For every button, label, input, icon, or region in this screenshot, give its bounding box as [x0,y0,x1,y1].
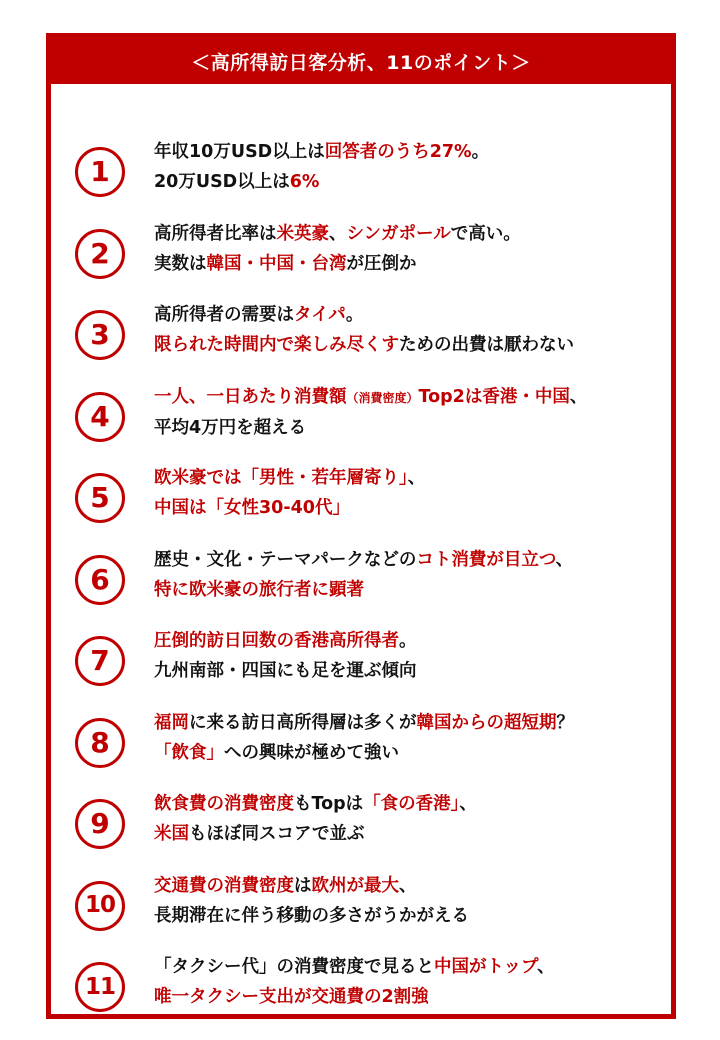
highlighted-text: 米国 [154,824,189,844]
point-text-line [154,708,674,738]
highlighted-text: 唯一タクシー支出が交通費の2割強 [154,987,429,1007]
point-item [51,223,671,301]
point-text [154,219,674,279]
point-text-line [154,819,674,849]
point-text-line [154,493,674,523]
highlighted-text: シンガポール [346,223,451,244]
point-text [154,300,674,360]
point-text [154,789,674,849]
body-text: への興味が極めて強い [224,742,399,763]
body-text: 20万USD以上は [154,172,290,192]
body-text: 年収10万USD以上は [154,142,325,162]
body-text: が圧倒か [346,253,417,274]
body-text: 。 [345,305,364,325]
body-text: もTopは [294,794,364,814]
point-item [51,712,671,790]
point-text-line [154,982,674,1012]
point-text-line [154,789,674,819]
body-text: 長期滞在に伴う移動の多さがうかがえる [154,905,469,926]
highlighted-text: 米英豪 [276,223,329,244]
point-item [51,957,671,1034]
body-text: 「タクシー代」の消費密度で見ると [154,957,434,977]
point-text-line [154,300,674,330]
point-item [51,142,671,219]
point-text-line [154,249,674,279]
point-item [51,631,671,708]
point-text [154,708,674,768]
body-text: 。 [471,142,490,162]
body-text: 、 [459,794,477,814]
point-text [154,626,674,686]
highlighted-text: 回答者のうち27% [324,142,472,162]
highlighted-text: 韓国・中国・台湾 [206,253,347,274]
highlighted-text: タイパ [294,305,346,325]
point-number-badge: 3 [75,310,125,360]
body-text: ための出費は厭わない [399,335,574,355]
point-text-line [154,952,674,982]
page-title: ＜高所得訪日客分析、11のポイント＞ [51,38,671,84]
point-text-line [154,626,674,656]
point-number-badge: 9 [75,799,125,849]
highlighted-text: 飲食費の消費密度 [154,794,294,814]
point-number-badge: 1 [75,147,125,197]
highlighted-text: 欧米豪では「男性・若年層寄り」 [154,468,408,488]
body-text: で高い。 [450,223,521,244]
point-text-line [154,463,674,493]
body-text: 歴史・文化・テーマパークなどの [154,549,417,570]
highlighted-text: コト消費が目立つ [416,549,556,570]
body-text: 、 [329,223,347,244]
point-number-badge: 7 [75,636,125,686]
body-text: 、 [555,549,574,570]
highlighted-text: 韓国からの超短期 [416,712,557,733]
highlighted-text: 福岡 [154,712,189,733]
highlighted-text: 欧州が最大 [311,875,399,896]
point-text-line [154,545,674,575]
body-text: 高所得者の需要は [154,305,294,325]
highlighted-text: 圧倒的訪日回数の香港高所得者 [154,631,399,651]
body-text: は [294,875,312,896]
body-text: 。 [399,631,417,651]
body-text: 、 [407,468,426,488]
highlighted-text: 中国は「女性30-40代」 [154,498,350,518]
point-number-badge: 10 [75,881,125,931]
point-text [154,545,674,605]
body-text: 九州南部・四国にも足を運ぶ傾向 [154,661,417,681]
body-text: もほぼ同スコアで並ぶ [189,824,365,844]
point-number-badge: 4 [75,392,125,442]
highlighted-text: 6% [289,172,320,192]
body-text: 平均4万円を超える [154,417,307,438]
point-number-badge: 6 [75,555,125,605]
highlighted-text: 特に欧米豪の旅行者に顕著 [154,579,364,600]
highlighted-text: （消費密度） [346,390,419,405]
highlighted-text: 中国がトップ [434,957,538,977]
point-text [154,463,674,523]
highlighted-text: 「食の香港」 [363,794,460,814]
highlighted-text: Top2は香港・中国 [418,386,570,407]
point-text-line [154,137,674,167]
highlighted-text: 一人、一日あたり消費額 [154,386,347,407]
body-text: ？ [556,712,574,733]
point-number-badge: 11 [75,962,125,1012]
highlighted-text: 「飲食」 [154,742,224,763]
point-item [51,386,671,464]
body-text: 、 [537,957,555,977]
point-item [51,305,671,382]
point-text-line [154,656,674,686]
point-number-badge: 8 [75,718,125,768]
body-text: 、 [399,875,417,896]
point-text-line [154,901,674,931]
point-text-line [154,413,674,443]
point-text-line [154,382,674,413]
point-text [154,871,674,931]
point-text-line [154,330,674,360]
point-text-line [154,167,674,197]
highlighted-text: 交通費の消費密度 [154,875,294,896]
body-text: 、 [569,386,588,407]
point-number-badge: 5 [75,473,125,523]
point-text-line [154,871,674,901]
point-item [51,549,671,627]
point-item [51,875,671,953]
point-text-line [154,738,674,768]
point-text-line [154,575,674,605]
point-text [154,952,674,1012]
points-frame [46,33,676,1019]
point-item [51,794,671,871]
highlighted-text: 限られた時間内で楽しみ尽くす [154,335,399,355]
point-text [154,137,674,197]
point-text [154,382,674,443]
point-item [51,468,671,545]
point-text-line [154,219,674,249]
body-text: 高所得者比率は [154,223,277,244]
body-text: に来る訪日高所得層は多くが [189,712,417,733]
body-text: 実数は [154,253,207,274]
point-number-badge: 2 [75,229,125,279]
